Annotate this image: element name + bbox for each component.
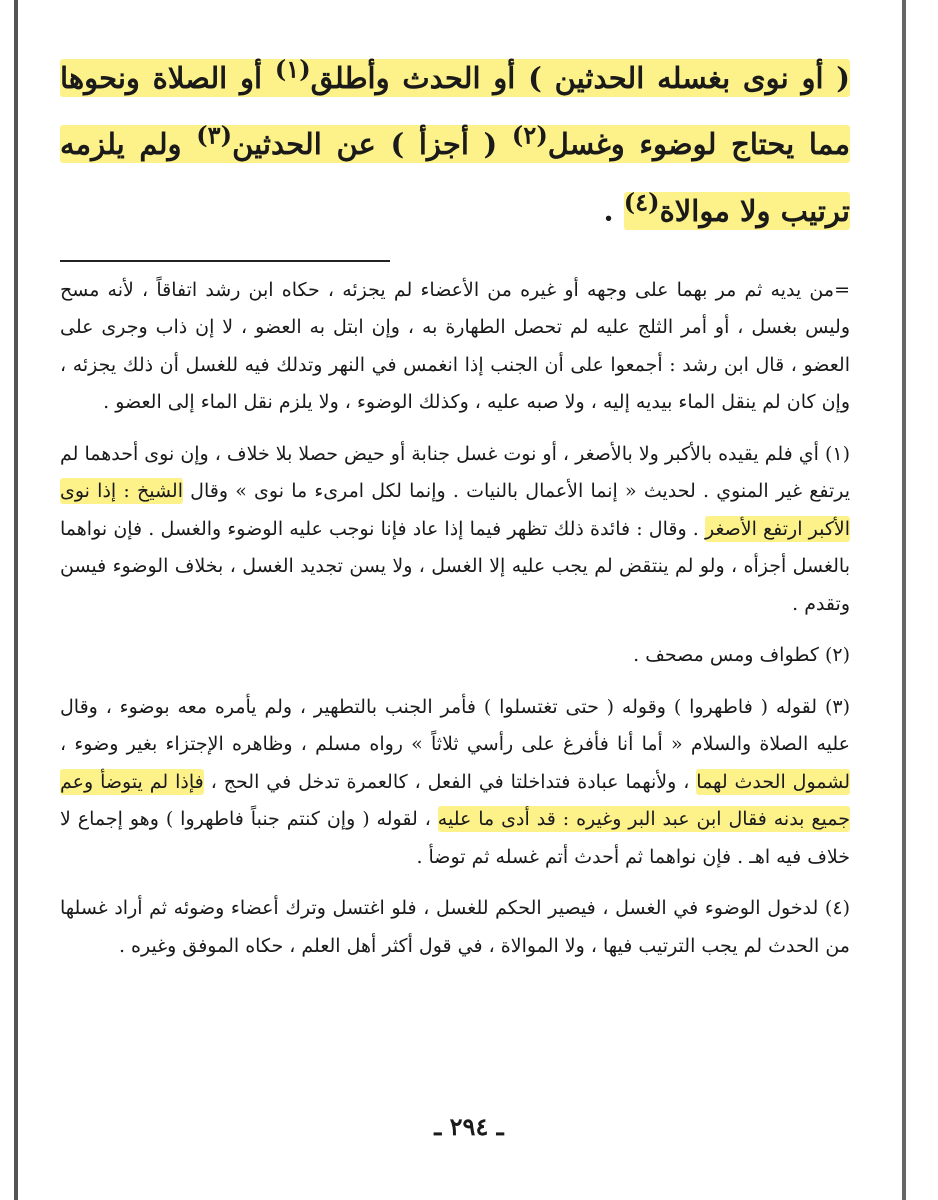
main-text-segment: ( أجزأ ) عن الحدثين [232,127,512,162]
continued-footnote: =من يديه ثم مر بهما على وجهه أو غيره من الأعضاء لم يجزئه ، حكاه ابن رشد اتفاقاً ، لأنه مسح وليس بغسل ، أو أمر الثلج عليه لم تحصل الطهارة به ، وإن ابتل به العضو ، لا إن ذاب وجرى على العضو ، قال ابن رشد : أجمعوا على أن الجنب إذا انغمس في النهر وتدلك فيه للغسل أن ذلك يجزئه ، وإن كان لم ينقل الماء بيديه إليه ، ولا صبه عليه ، وكذلك الوضوء ، ولا يلزم نقل الماء إلى العضو . [60,278,850,414]
main-text-highlight [60,54,851,230]
book-page [60,28,850,1188]
footnote-1-highlight: الشيخ : إذا نوى الأكبر ارتفع الأصغر [60,480,850,540]
main-text-segment: أو الصلاة ونحوها مما يحتاج لوضوء وغسل [60,60,851,162]
footnote-1-text: (١) أي فلم يقيده بالأكبر ولا بالأصغر ، أو نوت غسل جنابة أو حيض حصلا بلا خلاف ، وإن نوى أحدهما لم يرتفع غير المنوي . لحديث « إنما الأعمال بالنيات . وإنما لكل امرىء ما نوى » وقال [60,442,851,503]
main-text [60,40,850,240]
footnote-1 [60,436,850,624]
footnote-2: (٢) كطواف ومس مصحف . [633,644,850,667]
footnote-3-text: ، ولأنهما عبادة فتداخلتا في الفعل ، كالعمرة تدخل في الحج ، [203,770,697,793]
footnote-1-text: . وقال : فائدة ذلك تظهر فيما إذا عاد فإنا نوجب عليه الوضوء والغسل . فإن نواهما بالغسل أجزأه ، ولو لم ينتقض لم يجب عليه إلا الغسل ، ولا يسن تجديد الغسل ، بخلاف الوضوء فيسن وتقدم . [60,517,850,615]
footnote-ref-4: (٤) [623,187,660,217]
page-frame-right-edge [902,0,906,1200]
footnote-3-highlight: لشمول الحدث لهما [696,770,850,793]
page-frame-left-edge [14,0,18,1200]
page-number: ـ ٢٩٤ ـ [434,1112,504,1141]
main-text-segment: . [603,193,624,228]
footnote-3-text: (٣) لقوله ( فاطهروا ) وقوله ( حتى تغتسلوا ) فأمر الجنب بالتطهير ، ولم يأمره معه بوضوء ، وقال عليه الصلاة والسلام « أما أنا فأفرغ على رأسي ثلاثاً » رواه مسلم ، وظاهره الإجتزاء بغير وضوء ، [60,695,850,756]
footnote-3-text: ، لقوله ( وإن كنتم جنباً فاطهروا ) وهو إجماع لا خلاف فيه اهـ . فإن نواهما ثم أحدث أتم غسله ثم توضأ . [60,808,850,868]
footnote-3 [60,689,850,877]
main-text-segment: ولم يلزمه ترتيب ولا موالاة [60,127,850,228]
footnote-ref-3: (٣) [196,120,233,150]
main-text-segment: ( أو نوى بغسله الحدثين ) أو الحدث وأطلق [310,60,850,95]
footnote-ref-2: (٢) [511,120,548,150]
footnote-4: (٤) لدخول الوضوء في الغسل ، فيصير الحكم للغسل ، فلو اغتسل وترك أعضاء وضوئه ثم أراد غسلها من الحدث لم يجب الترتيب فيها ، ولا الموالاة ، في قول أكثر أهل العلم ، حكاه الموفق وغيره . [60,897,850,957]
footnote-divider [60,260,390,262]
footnote-3-highlight: فإذا لم يتوضأ وعم جميع بدنه فقال ابن عبد البر وغيره : قد أدى ما عليه [60,770,850,831]
footnote-ref-1: (١) [274,54,311,83]
